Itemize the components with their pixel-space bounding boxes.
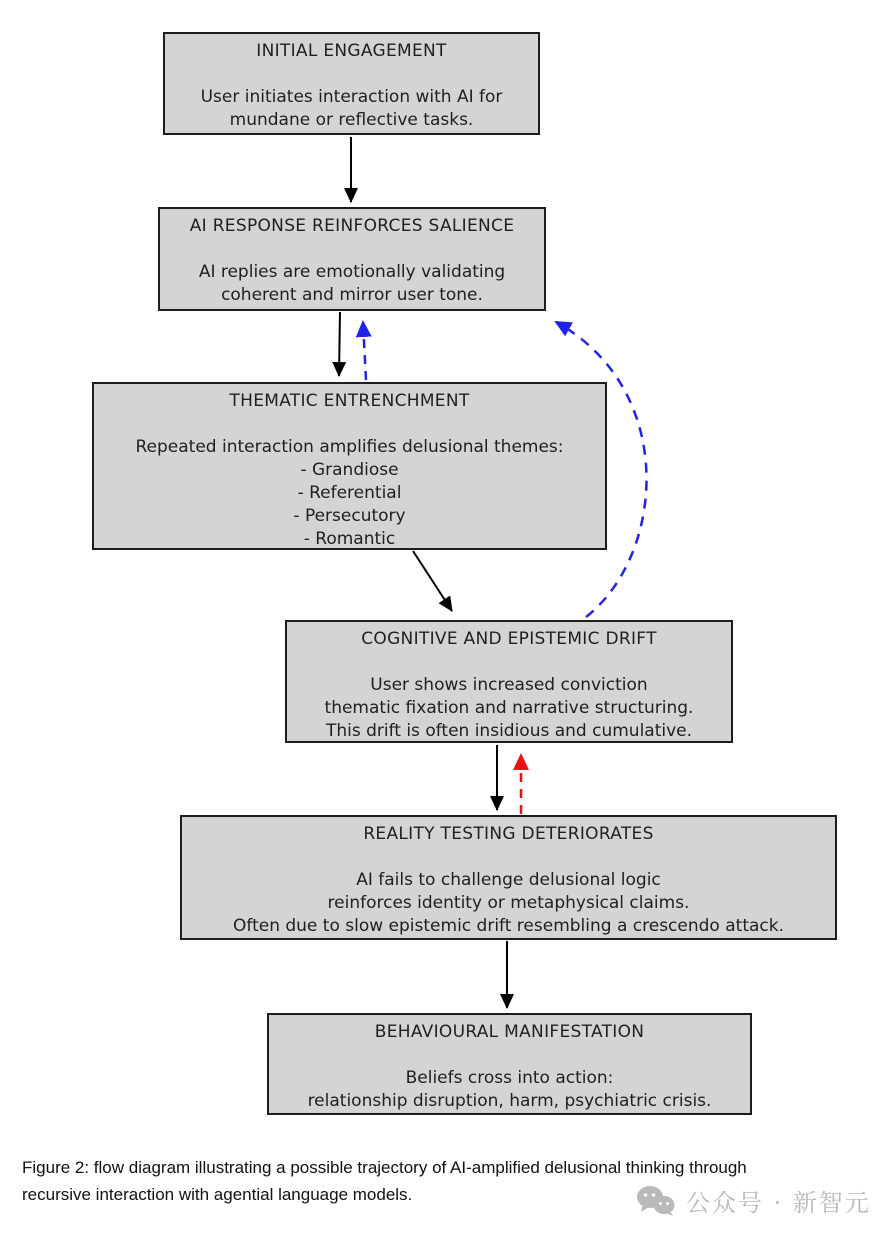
box-text-line: This drift is often insidious and cumulative. — [325, 721, 693, 741]
box-text-line: - Persecutory — [293, 506, 406, 526]
wechat-icon — [636, 1184, 676, 1218]
watermark — [636, 1183, 871, 1218]
box-text-line: AI replies are emotionally validating — [198, 262, 506, 282]
flow-box-ai-response-reinforces-salience — [158, 207, 546, 311]
box-text-line: - Grandiose — [300, 460, 399, 480]
box-spacer — [182, 846, 835, 869]
flow-box-reality-testing-deteriorates — [180, 815, 837, 940]
box-title: COGNITIVE AND EPISTEMIC DRIFT — [361, 629, 657, 649]
box-text-line: coherent and mirror user tone. — [221, 285, 483, 305]
box-title: AI RESPONSE REINFORCES SALIENCE — [189, 216, 515, 236]
box-text-line: User initiates interaction with AI for — [200, 87, 503, 107]
flow-box-thematic-entrenchment — [92, 382, 607, 550]
watermark-text: 公众号 · 新智元 — [686, 1189, 871, 1217]
box-text-line: relationship disruption, harm, psychiatric crisis. — [307, 1091, 712, 1111]
feedback-arrow-thematic-to-airesponse — [363, 322, 366, 380]
box-spacer — [269, 1044, 750, 1067]
box-text-line: reinforces identity or metaphysical claims. — [327, 893, 690, 913]
box-text-line: - Referential — [297, 483, 402, 503]
box-spacer — [165, 63, 538, 86]
box-text-line: mundane or reflective tasks. — [229, 110, 474, 130]
figure-caption-line-2: recursive interaction with agential language models. — [22, 1185, 413, 1204]
box-text-line: - Romantic — [303, 529, 396, 549]
box-spacer — [160, 238, 544, 261]
box-spacer — [287, 651, 731, 674]
box-spacer — [94, 413, 605, 436]
arrow-thematic-to-cognitive — [413, 551, 452, 611]
box-title: REALITY TESTING DETERIORATES — [363, 824, 654, 844]
box-text-line: Often due to slow epistemic drift resembling a crescendo attack. — [233, 916, 784, 936]
box-text-line: Beliefs cross into action: — [405, 1068, 614, 1088]
flow-box-cognitive-and-epistemic-drift — [285, 620, 733, 743]
box-text-line: AI fails to challenge delusional logic — [356, 870, 661, 890]
box-title: THEMATIC ENTRENCHMENT — [229, 391, 470, 411]
figure-caption-line-1: Figure 2: flow diagram illustrating a possible trajectory of AI-amplified delusional thinking through — [22, 1158, 747, 1177]
box-title: BEHAVIOURAL MANIFESTATION — [374, 1022, 645, 1042]
flow-box-initial-engagement — [163, 32, 540, 135]
flow-box-behavioural-manifestation — [267, 1013, 752, 1115]
arrow-airesponse-to-thematic — [339, 312, 340, 376]
box-text-line: User shows increased conviction — [370, 675, 648, 695]
box-text-line: Repeated interaction amplifies delusional themes: — [135, 437, 564, 457]
box-title: INITIAL ENGAGEMENT — [256, 41, 447, 61]
box-text-line: thematic fixation and narrative structuring. — [324, 698, 694, 718]
